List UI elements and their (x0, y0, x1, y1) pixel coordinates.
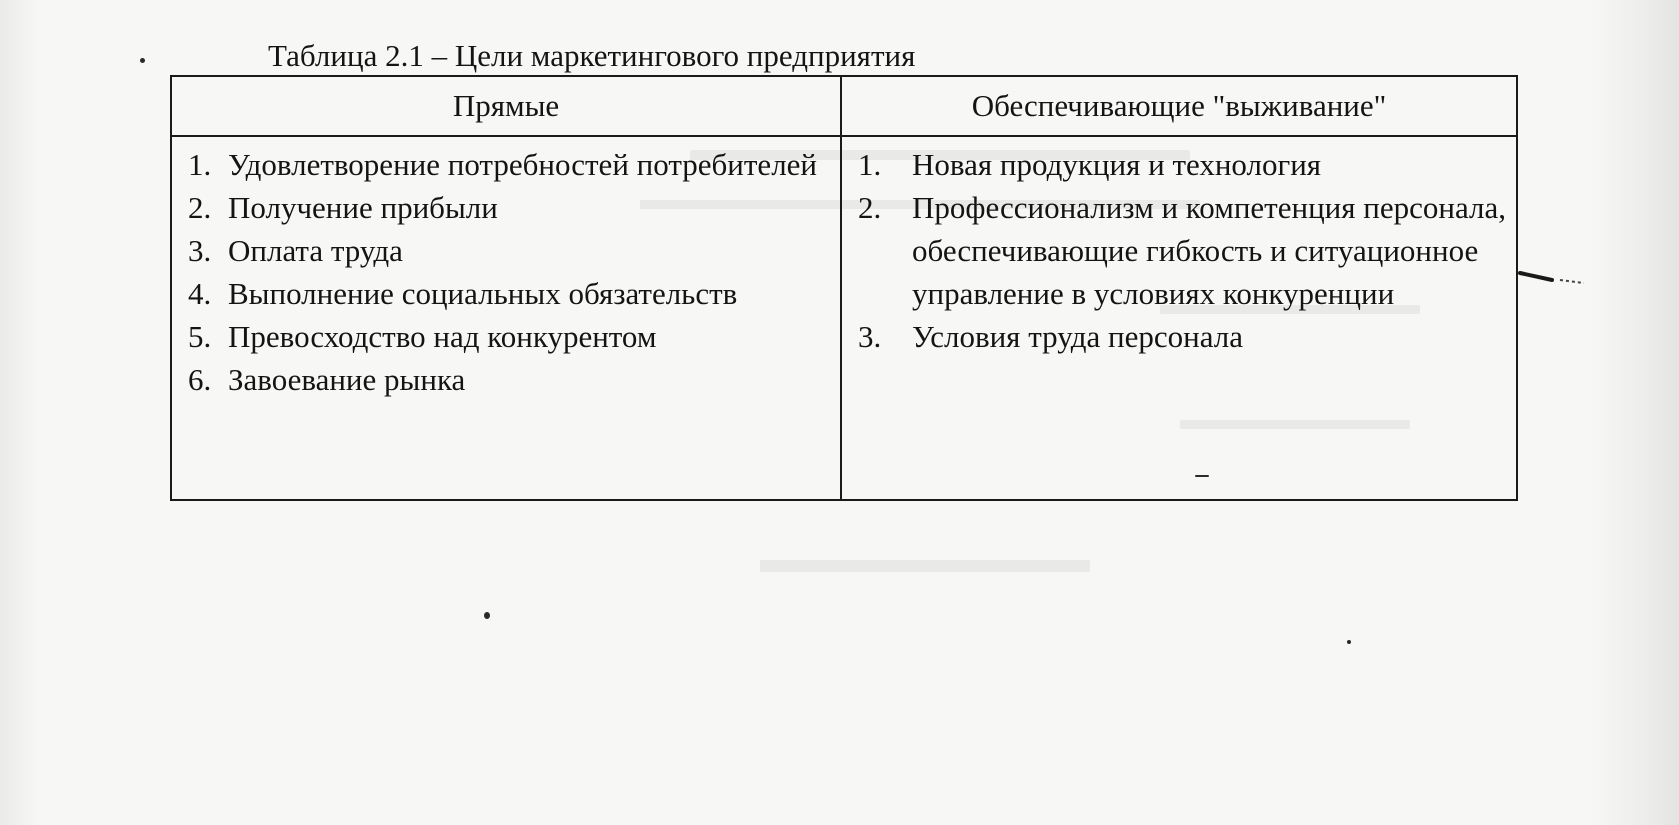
item-text: Завоевание рынка (228, 362, 466, 397)
item-number: 6. (188, 362, 212, 397)
item-number: 3. (188, 233, 212, 268)
table-header-row (171, 76, 1517, 136)
list-item (188, 315, 832, 358)
item-number: 2. (188, 190, 212, 225)
stray-pen-mark (1518, 270, 1588, 284)
item-number: 2. (858, 190, 882, 225)
item-text: Получение прибыли (228, 190, 498, 225)
item-text: Выполнение социальных обязательств (228, 276, 738, 311)
list-item (188, 229, 832, 272)
marketing-goals-table (170, 75, 1518, 501)
item-number: 5. (188, 319, 212, 354)
header-survival-goals: Обеспечивающие "выживание" (841, 76, 1517, 136)
scan-speck (484, 612, 490, 619)
header-direct-goals: Прямые (171, 76, 841, 136)
item-text: Превосходство над конкурентом (228, 319, 657, 354)
list-item (858, 186, 1508, 315)
item-number: 4. (188, 276, 212, 311)
item-number: 1. (188, 147, 212, 182)
scan-speck (1347, 640, 1351, 644)
item-number: 1. (858, 147, 882, 182)
item-text: Новая продукция и технология (912, 147, 1322, 182)
scan-left-shadow (0, 0, 40, 825)
table-caption: Таблица 2.1 – Цели маркетингового предприятия (268, 38, 916, 73)
list-item (188, 186, 832, 229)
item-text: Условия труда персонала (912, 319, 1243, 354)
direct-goals-list (188, 143, 832, 401)
item-text: Удовлетворение потребностей потребителей (228, 147, 818, 182)
list-item (858, 143, 1508, 186)
item-text: Профессионализм и компетенция персонала, обеспечивающие гибкость и ситуационное управление в условиях конкуренции (912, 190, 1506, 311)
item-text: Оплата труда (228, 233, 403, 268)
survival-goals-list (858, 143, 1508, 358)
list-item (188, 272, 832, 315)
scan-speck (140, 58, 145, 63)
bleed-through-4 (760, 560, 1090, 572)
survival-goals-cell (841, 136, 1517, 500)
scan-edge-shadow (1589, 0, 1679, 825)
list-item (188, 358, 832, 401)
direct-goals-cell (171, 136, 841, 500)
list-item (188, 143, 832, 186)
table-body-row (171, 136, 1517, 500)
list-item (858, 315, 1508, 358)
item-number: 3. (858, 319, 882, 354)
